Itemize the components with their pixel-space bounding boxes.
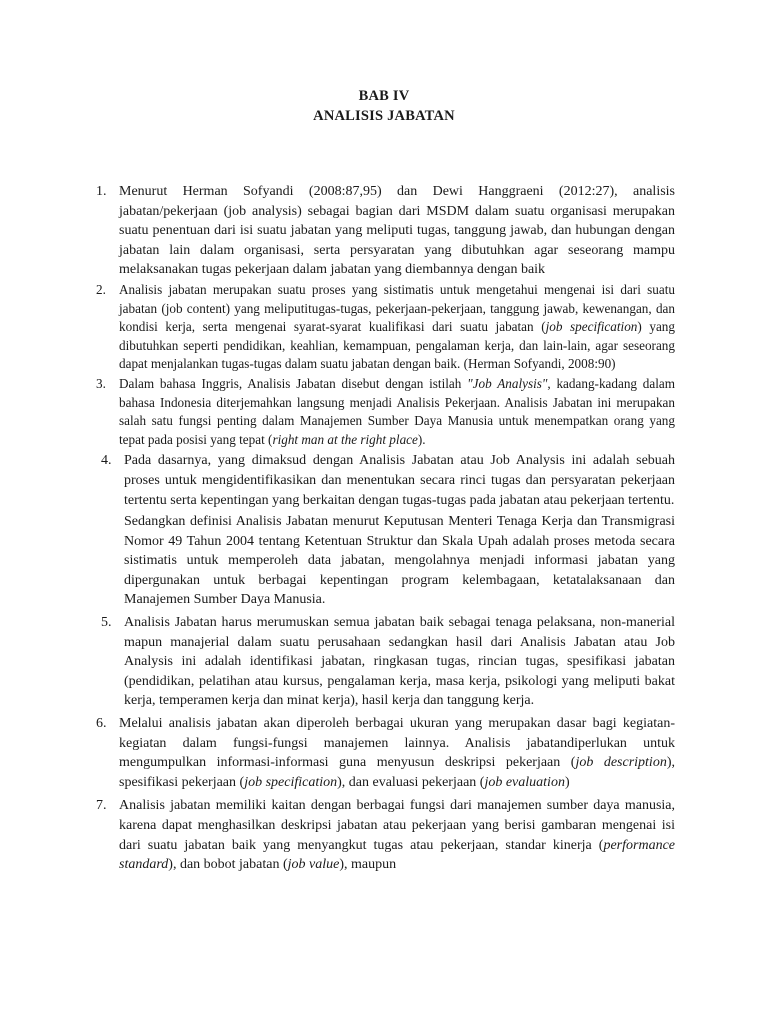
chapter-heading: BAB IV xyxy=(358,88,410,104)
chapter-title: ANALISIS JABATAN xyxy=(313,108,455,124)
italic-term: performance standard xyxy=(119,837,675,873)
paragraph: Pada dasarnya, yang dimaksud dengan Analisis Jabatan atau Job Analysis ini adalah sebuah proses untuk mengidentifikasikan dan menentukan secara rinci tugas dan persyaratan pekerjaan tertentu serta kepentingan yang berkaitan dengan tugas-tugas pada jabatan atau pekerjaan tertentu. xyxy=(124,453,675,508)
list-number: 3. xyxy=(96,375,106,391)
italic-term: job value xyxy=(287,857,340,873)
list-item-text: Melalui analisis jabatan akan diperoleh berbagai ukuran yang merupakan dasar bagi kegiatan-kegiatan dalam fungsi-fungsi manajemen lainnya. Analisis jabatandiperlukan untuk mengumpulkan informasi-informasi guna menyusun deskripsi pekerjaan (job description), spesifikasi pekerjaan (job specification), dan evaluasi pekerjaan (job evaluation) xyxy=(119,716,675,790)
list-item-text: Analisis jabatan memiliki kaitan dengan berbagai fungsi dari manajemen sumber daya manusia, karena dapat menghasilkan deskripsi jabatan atau pekerjaan yang berisi gambaran mengenai isi dari suatu jabatan baik yang menyangkut tugas atau pekerjaan, standar kinerja (performance standard), dan bobot jabatan (job value), maupun xyxy=(119,798,675,873)
paragraph: Sedangkan definisi Analisis Jabatan menurut Keputusan Menteri Tenaga Kerja dan Transmigrasi Nomor 49 Tahun 2004 tentang Ketentuan Struktur dan Skala Upah adalah proses metoda secara sistimatis untuk memperoleh data jabatan, mengolahnya menjadi informasi jabatan yang dipergunakan untuk berbagai kepentingan program kelembagaan, ketatalaksanaan dan Manajemen Sumber Daya Manusia. xyxy=(124,514,675,608)
italic-term: job evaluation xyxy=(484,774,565,790)
italic-term: job specification xyxy=(545,319,638,335)
list-number: 6. xyxy=(96,716,107,732)
list-item-text: Menurut Herman Sofyandi (2008:87,95) dan Dewi Hanggraeni (2012:27), analisis jabatan/pekerjaan (job analysis) sebagai bagian dari MSDM dalam suatu organisasi merupakan suatu penentuan dari isi suatu jabatan yang meliputi tugas, tanggung jawab, dan hubungan dengan jabatan lain dalam organisasi, serta persyaratan yang dibutuhkan agar seseorang mampu melaksanakan tugas pekerjaan dalam jabatan yang diembannya dengan baik xyxy=(119,184,675,278)
italic-term: right man at the right place xyxy=(272,431,418,447)
list-item-3 xyxy=(0,375,768,449)
list-item-text: Analisis jabatan merupakan suatu proses yang sistimatis untuk mengetahui mengenai isi dari suatu jabatan (job content) yang meliputitugas-tugas, pekerjaan-pekerjaan, tanggung jawab, kewenangan, dan kondisi kerja, serta mengenai syarat-syarat kualifikasi dari suatu jabatan (job specification) yang dibutuhkan seperti pendidikan, keahlian, kemampuan, pengalaman kerja, dan lain-lain, agar seseorang dapat menjalankan tugas-tugas dalam suatu jabatan dengan baik. (Herman Sofyandi, 2008:90) xyxy=(119,281,675,372)
italic-term: job specification xyxy=(244,774,338,790)
list-item-7 xyxy=(0,796,768,874)
list-number: 4. xyxy=(101,453,112,469)
list-number: 5. xyxy=(101,615,112,631)
list-item-text xyxy=(124,451,675,610)
list-number: 7. xyxy=(96,798,107,814)
italic-term: "Job Analysis" xyxy=(467,375,548,391)
list-number: 1. xyxy=(96,184,107,199)
list-item-5 xyxy=(0,613,768,711)
list-number: 2. xyxy=(96,281,106,297)
list-item-4 xyxy=(0,451,768,610)
italic-term: job description xyxy=(575,755,667,771)
list-item-6 xyxy=(0,714,768,792)
list-item-text: Dalam bahasa Inggris, Analisis Jabatan disebut dengan istilah "Job Analysis", kadang-kadang dalam bahasa Indonesia diterjemahkan langsung menjadi Analisis Pekerjaan. Analisis Jabatan ini merupakan salah satu fungsi penting dalam Manajemen Sumber Daya Manusia untuk menempatkan orang yang tepat pada posisi yang tepat (right man at the right place). xyxy=(119,375,675,447)
numbered-list xyxy=(0,182,768,875)
list-item-2 xyxy=(0,281,768,374)
list-item-1 xyxy=(0,182,768,280)
list-item-text: Analisis Jabatan harus merumuskan semua jabatan baik sebagai tenaga pelaksana, non-manerial mapun manajerial dalam suatu perusahaan sedangkan hasil dari Analisis Jabatan atau Job Analysis ini adalah identifikasi jabatan, ringkasan tugas, rincian tugas, spesifikasi jabatan (pendidikan, pelatihan atau kursus, pengalaman kerja, masa kerja, psikologi yang meliputi bakat kerja, temperamen kerja dan minat kerja), hasil kerja dan tanggung kerja. xyxy=(124,615,675,709)
